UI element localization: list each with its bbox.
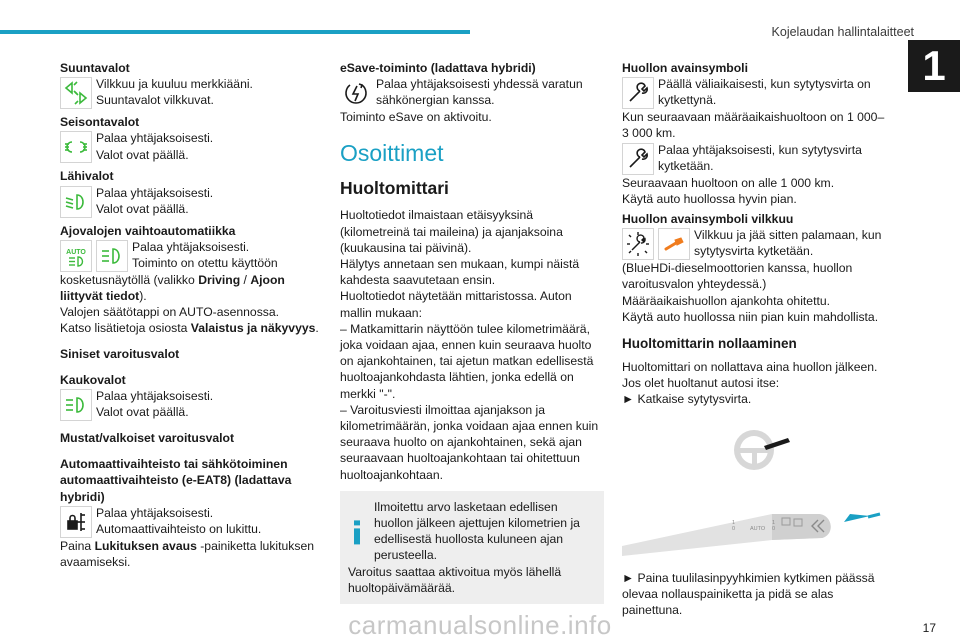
section-heading-osoittimet: Osoittimet (340, 140, 444, 167)
main-beam-icon (60, 389, 92, 421)
section-avainsymboli-vilkkuu (622, 211, 886, 325)
section-ajovalojen-automatiikka (60, 223, 322, 337)
body-text: Toiminto eSave on aktivoitu. (340, 110, 492, 125)
section-title: eSave-toiminto (ladattava hybridi) (340, 61, 536, 75)
section-title: Huollon avainsymboli (622, 61, 748, 75)
section-heading-huoltomittari: Huoltomittari (340, 178, 449, 199)
wrench-orange-icon (658, 228, 690, 260)
note-text: Varoitus saattaa aktivoitua myös lähellä huoltopäivämäärää. (348, 564, 562, 595)
steering-wheel-key-illustration (622, 424, 886, 476)
body-text: kosketusnäytöllä (valikko Driving / Ajoon liittyvät tiedot). (60, 272, 285, 304)
section-heading-nollaaminen: Huoltomittarin nollaaminen (622, 336, 797, 352)
status-text: Palaa yhtäjaksoisesti. (96, 389, 214, 404)
body-text: Käytä auto huollossa niin pian kuin mahdollista. (622, 309, 879, 324)
column-1 (60, 60, 322, 570)
header-accent-bar (0, 30, 470, 34)
section-esave (340, 60, 604, 125)
status-text: Palaa yhtäjaksoisesti yhdessä varatun sähkönergian kanssa. (376, 77, 583, 108)
body-text: Paina Lukituksen avaus -painiketta lukituksen avaamiseksi. (60, 538, 315, 570)
section-title: Lähivalot (60, 169, 114, 184)
status-text: Päällä väliaikaisesti, kun sytytysvirta on kytkettynä. (658, 77, 871, 108)
svg-text:0: 0 (772, 525, 776, 532)
status-text: Palaa yhtäjaksoisesti. (96, 185, 214, 200)
body-text: Käytä auto huollossa hyvin pian. (622, 191, 797, 206)
watermark: carmanualsonline.info (348, 610, 612, 640)
body-text: – Matkamittarin näyttöön tulee kilometrimäärä, joka voidaan ajaa, ennen kuin seuraava huolto on ajankohtainen, tai ajetun matkan edellisestä huoltoajankohdasta lähtien, jonka edellä on merkki "-". (340, 321, 594, 401)
svg-text:0: 0 (732, 525, 736, 532)
turn-signal-icon (60, 77, 92, 109)
body-text: Huoltomittari on nollattava aina huollon jälkeen. (622, 360, 878, 375)
wrench-flashing-icon (622, 228, 654, 260)
step-text: ► Katkaise sytytysvirta. (622, 392, 752, 407)
main-beam-icon (96, 240, 128, 272)
section-suuntavalot (60, 60, 322, 109)
status-text: Palaa yhtäjaksoisesti. (96, 131, 214, 146)
info-icon (348, 501, 366, 564)
step-text: ► Paina tuulilasinpyyhkimien kytkimen päässä olevaa nollauspainiketta ja pidä se alas painettuna. (622, 571, 875, 618)
section-seisontavalot (60, 114, 322, 163)
body-text: Kun seuraavaan määräaikaishuoltoon on 1 000–3 000 km. (622, 110, 885, 141)
status-text: Valot ovat päällä. (96, 201, 189, 216)
section-siniset (60, 346, 322, 362)
body-text: Huoltotiedot näytetään mittaristossa. Auton mallin mukaan: (340, 289, 572, 320)
svg-text:1: 1 (732, 519, 736, 526)
section-lahivalot (60, 168, 322, 217)
svg-text:AUTO: AUTO (750, 525, 766, 532)
header-title: Kojelaudan hallintalaitteet (771, 25, 914, 39)
wrench-icon (622, 77, 654, 109)
status-text: Suuntavalot vilkkuvat. (96, 93, 214, 108)
column-2 (340, 60, 604, 604)
status-text: Valot ovat päällä. (96, 147, 189, 162)
info-note (340, 491, 604, 604)
section-title: Siniset varoitusvalot (60, 346, 180, 361)
section-title: Ajovalojen vaihtoautomatiikka (60, 223, 236, 238)
body-text: Seuraavaan huoltoon on alle 1 000 km. (622, 175, 835, 190)
section-title: Huollon avainsymboli vilkkuu (622, 212, 794, 227)
wrench-icon (622, 143, 654, 175)
esave-icon (340, 77, 372, 109)
status-text: Toiminto on otettu käyttöön (132, 256, 278, 271)
section-title: Suuntavalot (60, 61, 130, 75)
status-text: Palaa yhtäjaksoisesti, kun sytytysvirta kytketään. (658, 142, 862, 173)
body-text: Määräaikaishuollon ajankohta ohitettu. (622, 293, 831, 308)
gearbox-lock-icon (60, 506, 92, 538)
note-text: Ilmoitettu arvo lasketaan edellisen huollon jälkeen ajettujen kilometrien ja edellisestä huollosta kuluneen ajan perusteella. (374, 499, 580, 563)
body-text: Katso lisätietoja osiosta Valaistus ja näkyvyys. (60, 321, 319, 336)
body-text: Hälytys annetaan sen mukaan, kumpi näistä kahdesta saavutetaan ensin. (340, 257, 580, 288)
body-text: (BlueHDi-dieselmoottorien kanssa, huollon varoitusvalon yhteydessä.) (622, 261, 853, 292)
status-text: Automaattivaihteisto on lukittu. (96, 522, 262, 537)
body-text: Valojen säätötappi on AUTO-asennossa. (60, 305, 280, 320)
page-number: 17 (922, 620, 936, 635)
section-title: Seisontavalot (60, 115, 140, 130)
wiper-stalk-illustration (622, 486, 886, 556)
section-mustat (60, 430, 322, 446)
status-text: Palaa yhtäjaksoisesti. (132, 239, 250, 254)
status-text: Valot ovat päällä. (96, 405, 189, 420)
status-text: Vilkkuu ja kuuluu merkkiääni. (96, 77, 253, 92)
section-title: Mustat/valkoiset varoitusvalot (60, 431, 235, 446)
body-text: Huoltotiedot ilmaistaan etäisyyksinä (kilometreinä tai maileina) ja ajanjaksoina (kuukausina tai päivinä). (340, 208, 563, 255)
dipped-beam-icon (60, 186, 92, 218)
parking-lights-icon (60, 131, 92, 163)
body-text: – Varoitusviesti ilmoittaa ajanjakson ja kilometrimäärän, jonka voidaan ajaa ennen kuin seuraava huolto on ajankohtainen, sekä ajan seuraavaan huoltoajankohtaan tai ohitettuun huoltoajankohtaan. (340, 402, 599, 482)
status-text: Vilkkuu ja jää sitten palamaan, kun sytytysvirta kytketään. (694, 228, 882, 259)
section-kaukovalot (60, 372, 322, 421)
section-automaattivaihteisto (60, 456, 322, 570)
body-text: Jos olet huoltanut autosi itse: (622, 376, 780, 391)
chapter-tab: 1 (908, 40, 960, 92)
section-title: Automaattivaihteisto tai sähkötoiminen automaattivaihteisto (e-EAT8) (ladattava hybridi) (60, 457, 292, 504)
auto-icon-label: AUTO (66, 248, 86, 256)
status-text: Palaa yhtäjaksoisesti. (96, 505, 214, 520)
column-3 (622, 60, 886, 619)
section-huollon-avainsymboli (622, 60, 886, 207)
svg-text:1: 1 (772, 519, 776, 526)
section-title: Kaukovalot (60, 372, 126, 387)
auto-lights-icon (60, 240, 92, 272)
